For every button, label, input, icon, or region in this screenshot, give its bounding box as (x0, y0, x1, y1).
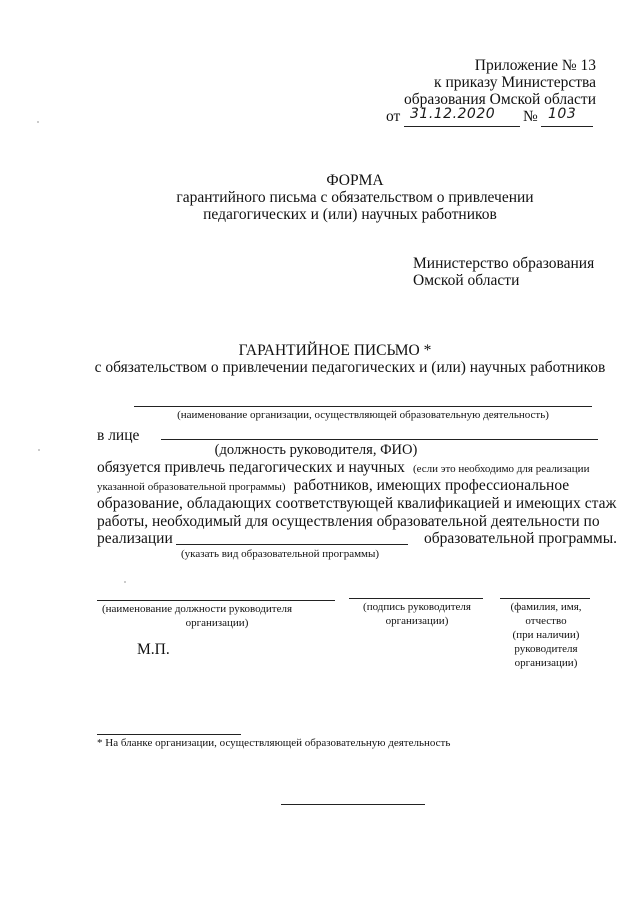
position-caption-line-2: организации) (185, 617, 249, 629)
program-field-line (176, 544, 408, 545)
name-caption-line-5: организации) (514, 657, 578, 669)
position-caption-line-1: (наименование должности руководителя (101, 603, 293, 615)
addressee-line-2: Омской области (413, 272, 520, 289)
appendix-number-label: № (523, 108, 538, 125)
body-line-2 (97, 477, 598, 497)
in-person-label: в лице (97, 427, 140, 444)
letter-subheading: с обязательством о привлечении педагогических и (или) научных работников (94, 359, 606, 376)
name-caption-line-4: руководителя (514, 643, 578, 655)
seal-label: М.П. (137, 641, 170, 658)
appendix-ministry: образования Омской области (404, 91, 596, 108)
date-underline (404, 126, 520, 127)
body-line-2-main: работников, имеющих профессиональное (293, 477, 570, 494)
body-line-1-main: обязуется привлечь педагогических и научных (97, 459, 405, 476)
organization-caption: (наименование организации, осуществляющей образовательную деятельность) (177, 409, 549, 421)
body-line-3: образование, обладающих соответствующей квалификацией и имеющих стаж (97, 495, 617, 512)
appendix-order-number: 103 (548, 106, 577, 122)
form-title-line-2: педагогических и (или) научных работников (203, 206, 497, 223)
name-caption-line-1: (фамилия, имя, (510, 601, 582, 613)
appendix-order: к приказу Министерства (434, 74, 596, 91)
sign-caption-line-1: (подпись руководителя (363, 601, 471, 613)
footnote-separator (97, 734, 241, 735)
appendix-date: 31.12.2020 (410, 106, 496, 122)
name-signature-line (500, 598, 590, 599)
sign-caption-line-2: организации) (385, 615, 449, 627)
sign-signature-line (349, 598, 483, 599)
bottom-separator (281, 804, 425, 805)
organization-field-line (134, 406, 592, 407)
footnote: * На бланке организации, осуществляющей образовательную деятельность (97, 737, 451, 749)
addressee-line-1: Министерство образования (413, 255, 595, 272)
program-caption: (указать вид образовательной программы) (181, 548, 380, 560)
name-caption-line-3: (при наличии) (512, 629, 580, 641)
body-line-1-note: (если это необходимо для реализации (412, 463, 590, 475)
head-field-line (161, 439, 598, 440)
number-underline (541, 126, 593, 127)
body-line-1 (97, 459, 598, 479)
scan-speck (37, 121, 39, 123)
form-label: ФОРМА (326, 172, 384, 189)
form-title-line-1: гарантийного письма с обязательством о привлечении (176, 189, 534, 206)
name-caption-line-2: отчество (525, 615, 567, 627)
body-line-5-end: образовательной программы. (424, 530, 618, 547)
scan-speck (124, 581, 126, 583)
letter-heading: ГАРАНТИЙНОЕ ПИСЬМО * (238, 342, 432, 359)
body-line-5-start: реализации (97, 530, 173, 547)
position-signature-line (97, 600, 335, 601)
scan-speck (38, 449, 40, 451)
body-line-4: работы, необходимый для осуществления образовательной деятельности по (97, 513, 600, 530)
body-line-2-note: указанной образовательной программы) (97, 481, 286, 493)
head-caption: (должность руководителя, ФИО) (214, 442, 418, 458)
appendix-from-label: от (386, 108, 401, 125)
appendix-number: Приложение № 13 (474, 57, 596, 74)
